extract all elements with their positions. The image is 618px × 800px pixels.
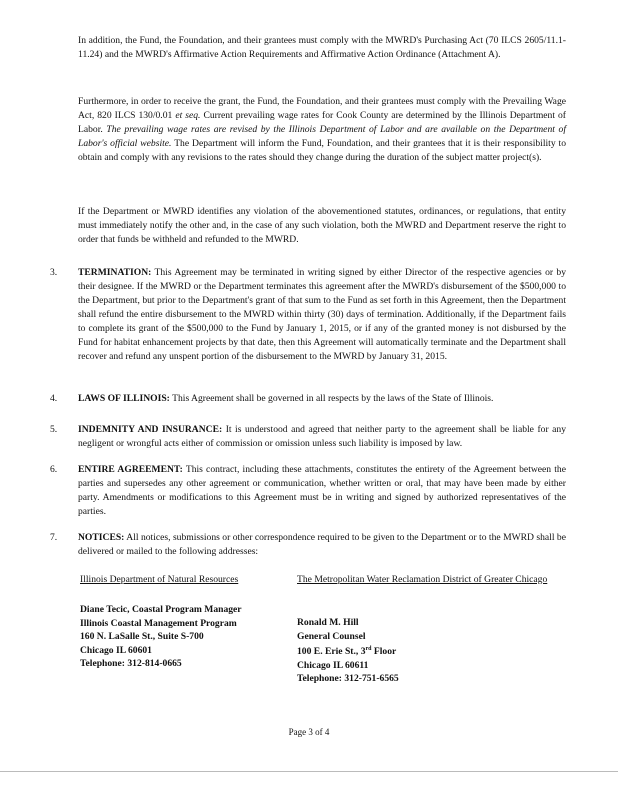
- paragraph-violation: If the Department or MWRD identifies any violation of the abovementioned statutes, ordinances, or regulations, that entity must immediately notify the other and, in the case of any such violation, both the MWRD and Department reserve the right to order that funds be withheld and refunded to the MWRD.: [78, 206, 566, 245]
- prevailing-wage-text-1: Furthermore, in order to receive the grant, the Fund, the Foundation, and their grantees must comply with the Prevailing Wage Act, 820 ILCS 130/0.01: [78, 96, 566, 121]
- address-street: 100 E. Erie St., 3rd Floor: [297, 646, 397, 658]
- section-text: All notices, submissions or other correspondence required to be given to the Department or to the MWRD shall be delivered or mailed to the following addresses:: [78, 532, 566, 557]
- section-text: This Agreement may be terminated in writing signed by either Director of the respective agencies or by their designee. If the MWRD or the Department terminates this agreement after the MWRD's disbursement of the $500,000 to the Department, but prior to the Department's grant of that sum to the Fund as set forth in this Agreement, then the Department shall refund the entire disbursement to the MWRD within thirty (30) days of termination. Additionally, if the Department fails to complete its grant of the $500,000 to the Fund by January 1, 2015, or if any of the granted money is not disbursed by the Fund for habitat enhancement projects by that date, then this Agreement will automatically terminate and the Department shall recover and refund any unspent portion of the disbursement to the MWRD by January 31, 2015.: [78, 267, 566, 362]
- paragraph-purchasing-act: In addition, the Fund, the Foundation, and their grantees must comply with the MWRD's Purchasing Act (70 ILCS 2605/11.1-11.24) and the MWRD's Affirmative Action Requirements and Affirmative Action Ordinance (Attachment A).: [78, 35, 566, 60]
- address-city: Chicago IL 60601: [80, 644, 152, 656]
- address-title: General Counsel: [297, 630, 366, 642]
- address-right-heading: The Metropolitan Water Reclamation District of Greater Chicago: [297, 574, 548, 585]
- page-number: Page 3 of 4: [288, 727, 330, 737]
- prevailing-wage-text-2: Current prevailing wage rates for Cook County are determined by the Illinois Department of Labor.: [78, 110, 567, 135]
- prevailing-wage-et-seq: et seq.: [175, 110, 201, 121]
- section-number: 4.: [50, 393, 58, 404]
- section-number: 6.: [50, 464, 58, 475]
- section-number: 7.: [50, 532, 58, 543]
- prevailing-wage-text-3: The Department will inform the Fund, Foundation, and their grantees that it is their responsibility to obtain and comply with any revisions to the rates should they change during the duration of the subject matter project(s).: [78, 138, 566, 163]
- address-street: 160 N. LaSalle St., Suite S-700: [80, 631, 204, 642]
- address-right-block: [297, 616, 399, 686]
- paragraph-prevailing-wage: [78, 95, 566, 165]
- prevailing-wage-italic: The prevailing wage rates are revised by the Illinois Department of Labor and are available on the Department of Labor's official website.: [78, 124, 566, 149]
- section-number: 3.: [50, 267, 58, 278]
- address-name: Ronald M. Hill: [297, 617, 359, 628]
- section-number: 5.: [50, 424, 58, 435]
- section-heading: TERMINATION:: [78, 267, 152, 278]
- scan-edge-line: [0, 771, 618, 772]
- section-entire-agreement: [78, 463, 566, 519]
- section-heading: NOTICES:: [78, 532, 125, 543]
- section-text: This Agreement shall be governed in all respects by the laws of the State of Illinois.: [169, 393, 494, 404]
- address-phone: Telephone: 312-751-6565: [297, 673, 399, 685]
- address-left-heading: Illinois Department of Natural Resources: [80, 574, 239, 585]
- section-termination: [78, 266, 566, 364]
- address-phone: Telephone: 312-814-0665: [80, 658, 182, 669]
- section-heading: ENTIRE AGREEMENT:: [78, 464, 183, 475]
- section-heading: LAWS OF ILLINOIS:: [78, 393, 170, 404]
- section-laws: [78, 392, 566, 406]
- section-text: It is understood and agreed that neither party to the agreement shall be liable for any negligent or wrongful acts either of commission or omission unless such liability is imposed by law.: [78, 424, 566, 449]
- section-indemnity: [78, 423, 566, 451]
- address-org: Illinois Coastal Management Program: [80, 617, 237, 629]
- address-name: Diane Tecic, Coastal Program Manager: [80, 604, 242, 615]
- section-notices: [78, 531, 566, 559]
- address-left-block: [80, 603, 242, 671]
- address-city: Chicago IL 60611: [297, 659, 369, 671]
- section-text: This contract, including these attachments, constitutes the entirety of the Agreement between the parties and supersedes any other agreement or communication, whether written or oral, that may have been made by either party. Amendments or modifications to this Agreement must be in writing and signed by authorized representatives of the parties.: [78, 464, 566, 517]
- section-heading: INDEMNITY AND INSURANCE:: [78, 424, 223, 435]
